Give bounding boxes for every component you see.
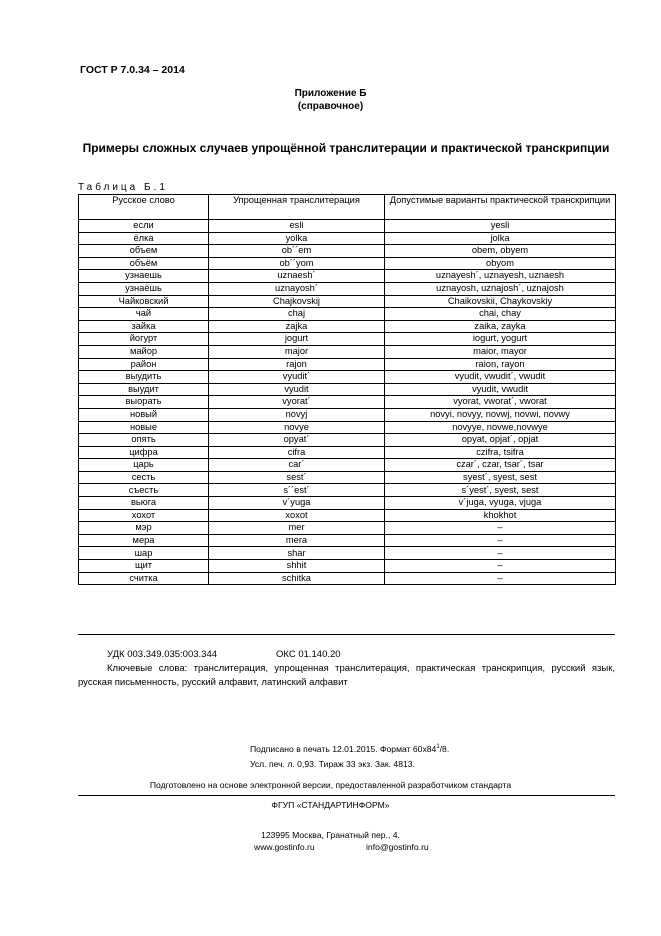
table-row xyxy=(79,408,616,421)
transliteration-cell: novyj xyxy=(209,408,385,421)
transliteration-table xyxy=(78,194,616,585)
transcription-cell: Chaikovskii, Chaykovskiy xyxy=(385,295,616,308)
russian-word-cell: сесть xyxy=(79,471,209,484)
transliteration-cell: rajon xyxy=(209,358,385,371)
table-row xyxy=(79,547,616,560)
transliteration-cell: ob´´em xyxy=(209,245,385,258)
transliteration-cell: cifra xyxy=(209,446,385,459)
transcription-cell: – xyxy=(385,522,616,535)
table-row xyxy=(79,534,616,547)
russian-word-cell: йогурт xyxy=(79,333,209,346)
table-header-row xyxy=(79,195,616,220)
transliteration-cell: jogurt xyxy=(209,333,385,346)
table-row xyxy=(79,484,616,497)
transcription-cell: – xyxy=(385,547,616,560)
table-row xyxy=(79,232,616,245)
transcription-cell: – xyxy=(385,572,616,585)
russian-word-cell: узнаёшь xyxy=(79,282,209,295)
table-row xyxy=(79,560,616,573)
transliteration-cell: schitka xyxy=(209,572,385,585)
table-row xyxy=(79,396,616,409)
transliteration-cell: xoxot xyxy=(209,509,385,522)
transliteration-cell: shar xyxy=(209,547,385,560)
transcription-cell: – xyxy=(385,560,616,573)
transliteration-cell: s´´est´ xyxy=(209,484,385,497)
table-row xyxy=(79,572,616,585)
table-caption: Таблица Б.1 xyxy=(78,182,168,193)
russian-word-cell: Чайковский xyxy=(79,295,209,308)
transcription-cell: uznayesh´, uznayesh, uznaesh xyxy=(385,270,616,283)
transliteration-cell: uznaesh´ xyxy=(209,270,385,283)
transcription-cell: obyom xyxy=(385,257,616,270)
table-row xyxy=(79,245,616,258)
transliteration-cell: esli xyxy=(209,220,385,233)
table-row xyxy=(79,270,616,283)
russian-word-cell: зайка xyxy=(79,320,209,333)
appendix-kind: (справочное) xyxy=(297,101,364,112)
transcription-cell: novyi, novyy, novwj, novwi, novwy xyxy=(385,408,616,421)
transliteration-cell: major xyxy=(209,345,385,358)
russian-word-cell: шар xyxy=(79,547,209,560)
russian-word-cell: опять xyxy=(79,434,209,447)
column-header: Допустимые варианты практической транскрипции xyxy=(385,195,616,220)
table-row xyxy=(79,282,616,295)
signed-info: Подписано в печать 12.01.2015. Формат 60х84 xyxy=(250,743,437,754)
transliteration-cell: yolka xyxy=(209,232,385,245)
table-row xyxy=(79,446,616,459)
email-link[interactable]: info@gostinfo.ru xyxy=(366,842,429,852)
russian-word-cell: хохот xyxy=(79,509,209,522)
section-title: Примеры сложных случаев упрощённой транслитерации и практической транскрипции xyxy=(82,141,610,155)
transcription-cell: vyudit, vwudit´, vwudit xyxy=(385,371,616,384)
column-header: Упрощенная транслитерация xyxy=(209,195,385,220)
russian-word-cell: съесть xyxy=(79,484,209,497)
table-row xyxy=(79,358,616,371)
transcription-cell: novyye, novwe,novwye xyxy=(385,421,616,434)
transliteration-cell: shhit xyxy=(209,560,385,573)
transcription-cell: jolka xyxy=(385,232,616,245)
publisher: ФГУП «СТАНДАРТИНФОРМ» xyxy=(271,800,390,810)
russian-word-cell: выудит xyxy=(79,383,209,396)
russian-word-cell: если xyxy=(79,220,209,233)
transliteration-cell: mera xyxy=(209,534,385,547)
transcription-cell: czar´, czar, tsar´, tsar xyxy=(385,459,616,472)
russian-word-cell: цифра xyxy=(79,446,209,459)
table-row xyxy=(79,471,616,484)
transcription-cell: maior, mayor xyxy=(385,345,616,358)
table-row xyxy=(79,371,616,384)
russian-word-cell: вьюга xyxy=(79,497,209,510)
transliteration-cell: sest´ xyxy=(209,471,385,484)
oks-code: ОКС 01.140.20 xyxy=(276,649,341,660)
transliteration-cell: vyudit xyxy=(209,383,385,396)
table-row xyxy=(79,220,616,233)
transcription-cell: syest´, syest, sest xyxy=(385,471,616,484)
table-row xyxy=(79,497,616,510)
transcription-cell: yesli xyxy=(385,220,616,233)
transliteration-cell: mer xyxy=(209,522,385,535)
udk-code: УДК 003.349.035:003.344 xyxy=(107,649,218,660)
transcription-cell: – xyxy=(385,534,616,547)
transcription-cell: chai, chay xyxy=(385,308,616,321)
transcription-cell: khokhot xyxy=(385,509,616,522)
transliteration-cell: vyudit´ xyxy=(209,371,385,384)
format-sup: 1 xyxy=(436,744,440,750)
table-row xyxy=(79,421,616,434)
imprint-block xyxy=(250,740,449,772)
transliteration-cell: uznayosh´ xyxy=(209,282,385,295)
russian-word-cell: новый xyxy=(79,408,209,421)
russian-word-cell: царь xyxy=(79,459,209,472)
russian-word-cell: выудить xyxy=(79,371,209,384)
transcription-cell: czifra, tsifra xyxy=(385,446,616,459)
transcription-cell: vyorat, vworat´, vworat xyxy=(385,396,616,409)
russian-word-cell: новые xyxy=(79,421,209,434)
publisher-divider xyxy=(78,795,615,796)
table-row xyxy=(79,345,616,358)
publisher-address: 123995 Москва, Гранатный пер., 4. xyxy=(261,830,400,840)
transliteration-cell: opyat´ xyxy=(209,434,385,447)
russian-word-cell: объём xyxy=(79,257,209,270)
column-header: Русское слово xyxy=(79,195,209,220)
russian-word-cell: считка xyxy=(79,572,209,585)
russian-word-cell: майор xyxy=(79,345,209,358)
table-row xyxy=(79,333,616,346)
transcription-cell: s´yest´, syest, sest xyxy=(385,484,616,497)
transcription-cell: obem, obyem xyxy=(385,245,616,258)
table-row xyxy=(79,320,616,333)
russian-word-cell: объем xyxy=(79,245,209,258)
format-tail: /8. xyxy=(439,743,450,754)
sheets-info: Усл. печ. л. 0,93. Тираж 33 экз. Зак. 4813. xyxy=(250,758,415,769)
table-row xyxy=(79,509,616,522)
table-row xyxy=(79,522,616,535)
russian-word-cell: мера xyxy=(79,534,209,547)
transcription-cell: opyat, opjat´, opjat xyxy=(385,434,616,447)
footer-divider xyxy=(78,634,615,635)
transliteration-cell: novye xyxy=(209,421,385,434)
russian-word-cell: район xyxy=(79,358,209,371)
keywords: Ключевые слова: транслитерация, упрощенная транслитерация, практическая транскрипция, русский язык, русская письменность, русский алфавит, латинский алфавит xyxy=(78,663,615,688)
russian-word-cell: щит xyxy=(79,560,209,573)
appendix-title: Приложение Б xyxy=(294,88,367,99)
transliteration-cell: Chajkovskij xyxy=(209,295,385,308)
transliteration-cell: v´yuga xyxy=(209,497,385,510)
russian-word-cell: выорать xyxy=(79,396,209,409)
table-row xyxy=(79,383,616,396)
table-row xyxy=(79,295,616,308)
transcription-cell: uznayosh, uznajosh´, uznajosh xyxy=(385,282,616,295)
transcription-cell: vyudit, vwudit xyxy=(385,383,616,396)
prepared-note: Подготовлено на основе электронной версии, предоставленной разработчиком стандарта xyxy=(149,780,512,790)
russian-word-cell: мэр xyxy=(79,522,209,535)
russian-word-cell: ёлка xyxy=(79,232,209,245)
website-link[interactable]: www.gostinfo.ru xyxy=(254,842,315,852)
transcription-cell: zaika, zayka xyxy=(385,320,616,333)
transliteration-cell: chaj xyxy=(209,308,385,321)
table-row xyxy=(79,434,616,447)
transliteration-cell: vyorat´ xyxy=(209,396,385,409)
russian-word-cell: узнаешь xyxy=(79,270,209,283)
russian-word-cell: чай xyxy=(79,308,209,321)
transliteration-cell: car´ xyxy=(209,459,385,472)
transcription-cell: raion, rayon xyxy=(385,358,616,371)
transcription-cell: v´juga, vyuga, vjuga xyxy=(385,497,616,510)
transliteration-cell: ob´´yom xyxy=(209,257,385,270)
transcription-cell: iogurt, yogurt xyxy=(385,333,616,346)
table-row xyxy=(79,308,616,321)
transliteration-cell: zajka xyxy=(209,320,385,333)
table-row xyxy=(79,459,616,472)
standard-number: ГОСТ Р 7.0.34 – 2014 xyxy=(80,64,185,76)
table-row xyxy=(79,257,616,270)
